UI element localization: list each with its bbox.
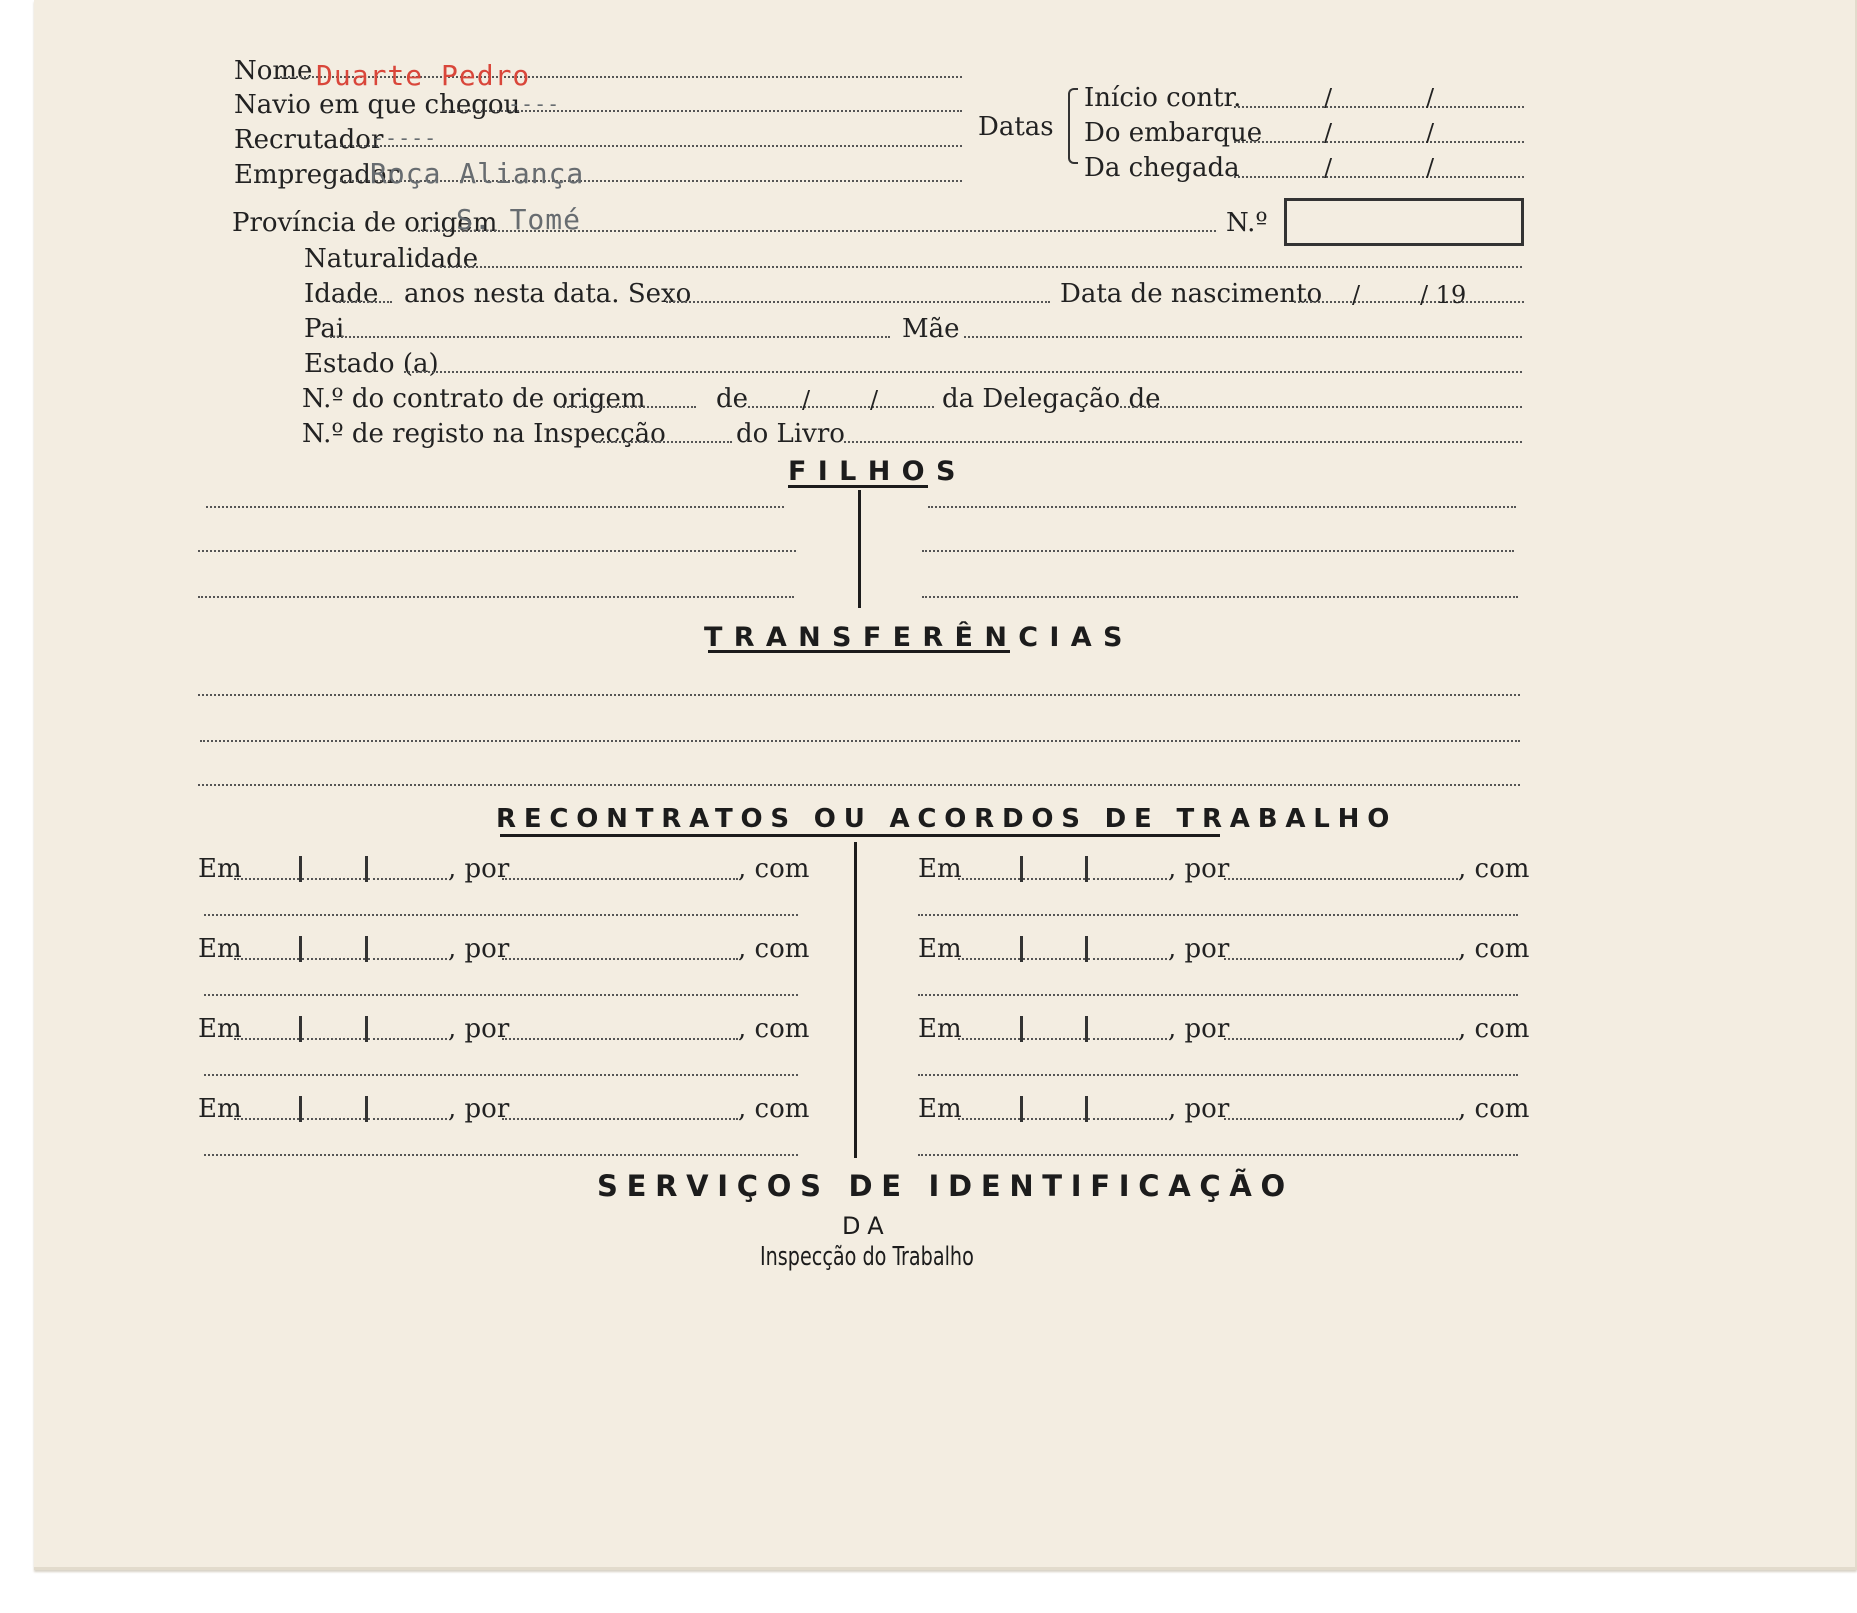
line-chegada xyxy=(1234,176,1524,178)
underline-transferencias xyxy=(708,650,1010,653)
line-por[interactable] xyxy=(1224,958,1458,960)
line-filhos xyxy=(206,506,784,508)
line-com[interactable] xyxy=(918,994,1518,996)
footer-inspeccao: Inspecção do Trabalho xyxy=(760,1242,974,1272)
label-em: Em xyxy=(198,934,242,964)
label-por: , por xyxy=(448,934,510,964)
line-por[interactable] xyxy=(502,958,738,960)
slash: / xyxy=(802,386,811,414)
line-transferencias xyxy=(198,694,1520,696)
label-por: , por xyxy=(448,1014,510,1044)
section-transferencias: TRANSFERÊNCIAS xyxy=(704,622,1134,653)
section-filhos: FILHOS xyxy=(788,456,967,487)
line-com[interactable] xyxy=(204,1074,798,1076)
label-em: Em xyxy=(918,854,962,884)
label-com: , com xyxy=(738,1094,810,1124)
line-em-ano[interactable] xyxy=(368,878,447,880)
line-nascimento xyxy=(1294,301,1524,303)
footer-da: DA xyxy=(842,1212,891,1240)
value-provincia[interactable]: S. Tomé xyxy=(456,203,582,236)
line-filhos xyxy=(922,550,1514,552)
label-anos-sexo: anos nesta data. Sexo xyxy=(404,279,692,309)
slash: / xyxy=(1426,119,1435,147)
line-pai xyxy=(330,336,890,338)
label-em: Em xyxy=(198,1094,242,1124)
line-com[interactable] xyxy=(918,914,1518,916)
line-em-dia[interactable] xyxy=(234,958,299,960)
line-por[interactable] xyxy=(1224,878,1458,880)
label-datas: Datas xyxy=(978,112,1054,142)
line-em-ano[interactable] xyxy=(368,958,447,960)
section-recontratos: RECONTRATOS OU ACORDOS DE TRABALHO xyxy=(496,804,1398,834)
line-por[interactable] xyxy=(1224,1118,1458,1120)
line-em-mes[interactable] xyxy=(1023,878,1085,880)
line-em-ano[interactable] xyxy=(368,1038,447,1040)
label-com: , com xyxy=(1458,1094,1530,1124)
label-idade: Idade xyxy=(304,279,379,309)
label-chegada: Da chegada xyxy=(1084,153,1240,183)
slash: / xyxy=(1352,281,1361,309)
line-estado xyxy=(404,371,1522,373)
line-em-ano[interactable] xyxy=(1088,1038,1167,1040)
value-navio[interactable]: ---- xyxy=(508,92,561,116)
label-com: , com xyxy=(738,1014,810,1044)
slash: / xyxy=(1324,154,1333,182)
number-box[interactable] xyxy=(1284,198,1524,246)
label-em: Em xyxy=(918,1094,962,1124)
line-em-ano[interactable] xyxy=(1088,958,1167,960)
line-por[interactable] xyxy=(502,1038,738,1040)
line-transferencias xyxy=(200,740,1520,742)
line-com[interactable] xyxy=(204,994,798,996)
label-navio: Navio em que chegou xyxy=(234,90,521,120)
label-contrato: N.º do contrato de origem xyxy=(302,384,646,414)
label-naturalidade: Naturalidade xyxy=(304,244,479,274)
slash: / xyxy=(1324,119,1333,147)
label-por: , por xyxy=(1168,854,1230,884)
value-nome[interactable]: Duarte Pedro xyxy=(316,59,531,92)
label-inicio-contr: Início contr. xyxy=(1084,83,1242,113)
line-registo xyxy=(596,441,732,443)
label-com: , com xyxy=(1458,1014,1530,1044)
label-livro: do Livro xyxy=(736,419,845,449)
label-registo: N.º de registo na Inspecção xyxy=(302,419,666,449)
label-estado: Estado (a) xyxy=(304,349,439,379)
label-em: Em xyxy=(918,1014,962,1044)
label-embarque: Do embarque xyxy=(1084,118,1263,148)
line-por[interactable] xyxy=(502,1118,738,1120)
line-com[interactable] xyxy=(204,914,798,916)
line-contrato xyxy=(560,406,696,408)
label-com: , com xyxy=(738,854,810,884)
label-por: , por xyxy=(1168,934,1230,964)
label-com: , com xyxy=(738,934,810,964)
identification-card xyxy=(34,0,1857,1570)
line-livro xyxy=(844,441,1522,443)
line-com[interactable] xyxy=(204,1154,798,1156)
line-em-dia[interactable] xyxy=(958,1038,1020,1040)
label-em: Em xyxy=(198,854,242,884)
label-numero: N.º xyxy=(1226,208,1268,238)
label-por: , por xyxy=(448,854,510,884)
line-com[interactable] xyxy=(918,1154,1518,1156)
label-nome: Nome xyxy=(234,56,313,86)
label-por: , por xyxy=(1168,1014,1230,1044)
line-de-data xyxy=(748,406,934,408)
line-em-dia[interactable] xyxy=(958,878,1020,880)
line-em-dia[interactable] xyxy=(958,958,1020,960)
line-idade xyxy=(336,301,392,303)
line-em-mes[interactable] xyxy=(1023,1038,1085,1040)
line-em-dia[interactable] xyxy=(234,1038,299,1040)
line-em-mes[interactable] xyxy=(302,1038,365,1040)
line-transferencias xyxy=(198,784,1520,786)
line-delegacao xyxy=(1120,406,1522,408)
label-em: Em xyxy=(198,1014,242,1044)
line-em-dia[interactable] xyxy=(234,878,299,880)
line-em-mes[interactable] xyxy=(1023,1118,1085,1120)
line-sexo xyxy=(666,301,1050,303)
line-em-ano[interactable] xyxy=(1088,878,1167,880)
label-empregador: Empregador xyxy=(234,160,399,190)
slash: / xyxy=(1324,84,1333,112)
label-data-nascimento: Data de nascimento xyxy=(1060,279,1323,309)
footer-servicos: SERVIÇOS DE IDENTIFICAÇÃO xyxy=(597,1169,1294,1203)
value-recrutador[interactable]: ----- xyxy=(372,126,438,150)
underline-filhos xyxy=(788,485,928,488)
label-recrutador: Recrutador xyxy=(234,125,384,155)
line-em-mes[interactable] xyxy=(1023,958,1085,960)
line-filhos xyxy=(922,596,1518,598)
underline-recontratos xyxy=(500,834,1220,837)
slash: / xyxy=(1426,154,1435,182)
label-com: , com xyxy=(1458,934,1530,964)
label-em: Em xyxy=(918,934,962,964)
datas-brace xyxy=(1068,88,1078,164)
slash: / xyxy=(1426,84,1435,112)
line-naturalidade xyxy=(440,266,1522,268)
line-em-dia[interactable] xyxy=(958,1118,1020,1120)
line-com[interactable] xyxy=(918,1074,1518,1076)
line-em-mes[interactable] xyxy=(302,878,365,880)
label-delegacao: da Delegação de xyxy=(942,384,1161,414)
label-pai: Pai xyxy=(304,314,345,344)
line-em-ano[interactable] xyxy=(368,1118,447,1120)
label-por: , por xyxy=(448,1094,510,1124)
divider-filhos xyxy=(858,490,861,608)
label-por: , por xyxy=(1168,1094,1230,1124)
line-inicio xyxy=(1234,106,1524,108)
line-mae xyxy=(964,336,1522,338)
line-filhos xyxy=(928,506,1516,508)
line-embarque xyxy=(1234,141,1524,143)
slash: / xyxy=(870,386,879,414)
label-provincia: Província de origem xyxy=(232,208,498,238)
label-ano-prefix: / 19 xyxy=(1420,281,1467,309)
label-mae: Mãe xyxy=(902,314,960,344)
line-por[interactable] xyxy=(502,878,738,880)
line-em-mes[interactable] xyxy=(302,958,365,960)
line-em-dia[interactable] xyxy=(234,1118,299,1120)
line-filhos xyxy=(198,596,794,598)
label-com: , com xyxy=(1458,854,1530,884)
label-de: de xyxy=(716,384,749,414)
value-empregador[interactable]: Roça Aliança xyxy=(370,157,585,190)
line-em-ano[interactable] xyxy=(1088,1118,1167,1120)
line-em-mes[interactable] xyxy=(302,1118,365,1120)
line-por[interactable] xyxy=(1224,1038,1458,1040)
divider-recontratos xyxy=(854,842,857,1158)
line-filhos xyxy=(198,550,796,552)
